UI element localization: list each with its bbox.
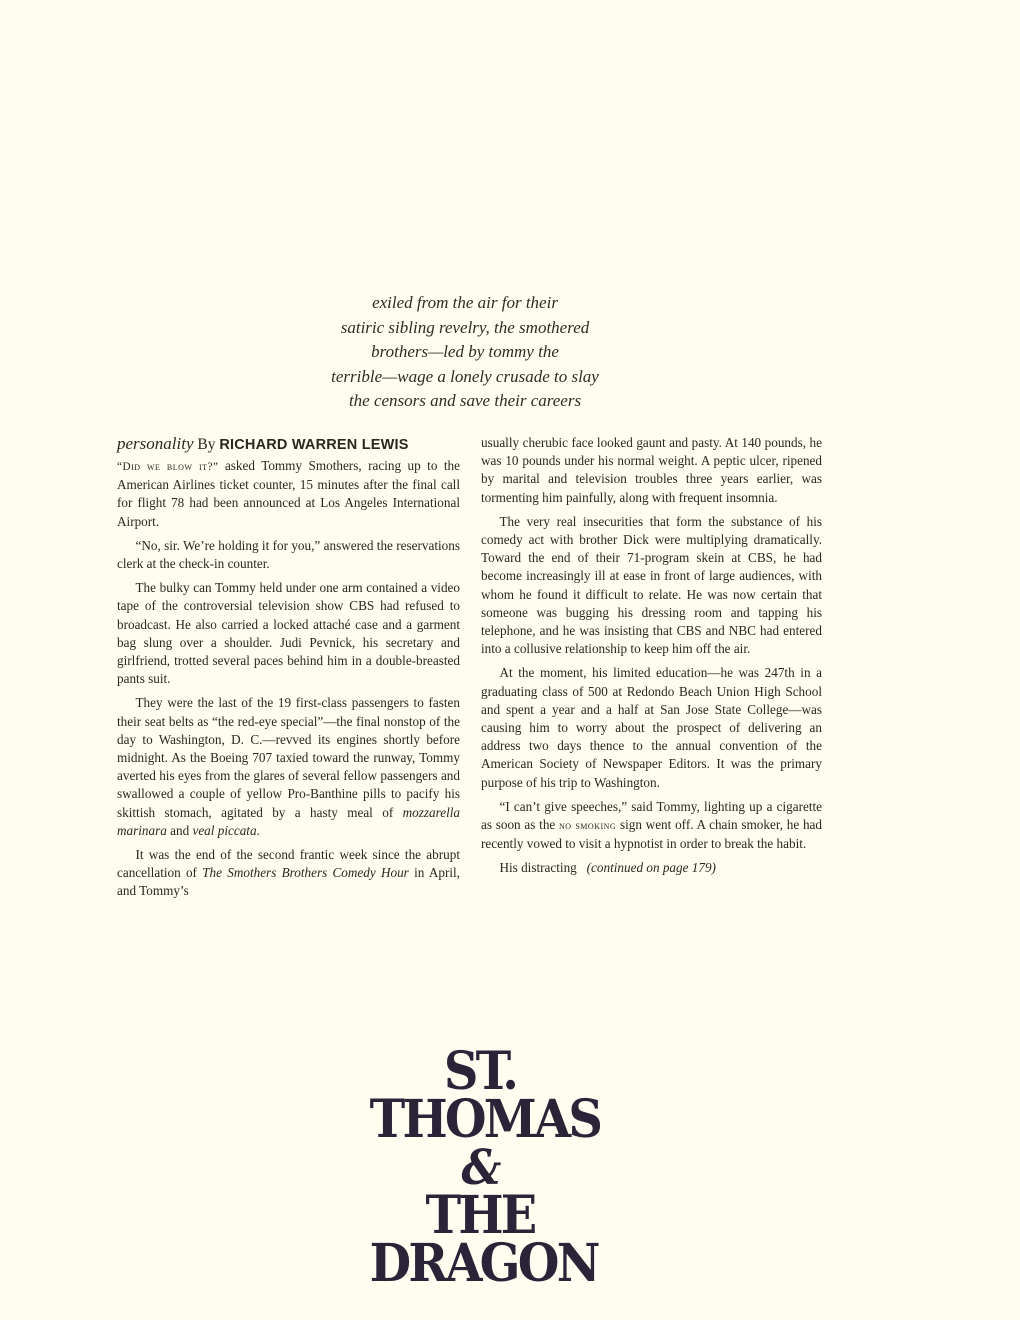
- deck-line-3: brothers—led by tommy the: [371, 342, 559, 361]
- paragraph: The bulky can Tommy held under one arm contained a video tape of the controversial television show CBS had refused to broadcast. He also carried a locked attaché case and a garment bag slung over a shoulder. Judi Pevnick, his secretary and girlfriend, trotted several paces behind him in a double-breasted pants suit.: [117, 580, 460, 687]
- article-deck: [300, 291, 630, 414]
- department-label: personality: [117, 434, 194, 453]
- right-column: [481, 434, 822, 884]
- paragraph-text: His distracting: [499, 860, 577, 876]
- paragraph: “No, sir. We’re holding it for you,” answered the reservations clerk at the check-in counter.: [117, 537, 460, 572]
- lead-in-text: “Did we blow it?”: [117, 461, 219, 473]
- italic-text: veal piccata: [192, 822, 257, 838]
- paragraph: [481, 859, 822, 877]
- paragraph: usually cherubic face looked gaunt and pasty. At 140 pounds, he was 10 pounds under his normal weight. A peptic ulcer, ripened by marital and television troubles three years earlier, was tormenting him painfully, along with frequent insomnia.: [481, 435, 822, 505]
- author-name: RICHARD WARREN LEWIS: [219, 437, 409, 453]
- article-title: [369, 1041, 601, 1294]
- paragraph-text: asked Tommy Smothers, racing up to the American Airlines ticket counter, 15 minutes after the final call for flight 78 had been announced at Los Angeles International Airport.: [117, 458, 461, 529]
- paragraph: [481, 798, 822, 854]
- paragraph-text: .: [256, 822, 260, 838]
- paragraph: [117, 694, 460, 840]
- title-ampersand: &: [461, 1140, 499, 1196]
- continued-note: (continued on page 179): [586, 860, 716, 876]
- deck-line-5: the censors and save their careers: [348, 391, 582, 410]
- deck-line-1: exiled from the air for their: [372, 293, 558, 312]
- title-line-2: THOMAS: [369, 1089, 601, 1150]
- byline-by: By: [197, 436, 216, 453]
- paragraph: At the moment, his limited education—he was 247th in a graduating class of 500 at Redondo Beach Union High School and spent a year and a half at San Jose State College—was causing him to worry about the prospect of delivering an address two days thence to the annual convention of the American Society of Newspaper Editors. It was the primary purpose of his trip to Washington.: [481, 665, 822, 790]
- title-line-3: THE: [425, 1185, 535, 1246]
- title-line-4: DRAGON: [369, 1233, 598, 1294]
- paragraph: [117, 457, 460, 531]
- paragraph-text: It was the end of the second frantic week since the abrupt cancellation of: [117, 847, 460, 881]
- paragraph-text: They were the last of the 19 first-class passengers to fasten their seat belts as “the red-eye special”—the final nonstop of the day to Washington, D. C.—revved its engines shortly before midnight. As the Boeing 707 taxied toward the runway, Tommy averted his eyes from the glares of several fellow passengers and swallowed a couple of yellow Pro-Banthine pills to pacify his skittish stomach, agitated by a hasty meal of: [117, 695, 460, 820]
- left-column: [117, 434, 460, 907]
- small-caps-text: no smoking: [559, 820, 617, 833]
- italic-text: mozzarella marinara: [117, 804, 460, 838]
- deck-line-2: satiric sibling revelry, the smothered: [340, 317, 590, 337]
- byline: [117, 434, 460, 455]
- title-line-1: ST.: [443, 1041, 517, 1102]
- paragraph-text: “I can’t give speeches,” said Tommy, lighting up a cigarette as soon as the: [481, 798, 822, 833]
- show-title-text: The Smothers Brothers Comedy Hour: [202, 865, 409, 881]
- paragraph-text: in April, and Tommy’s: [117, 865, 460, 899]
- deck-line-4: terrible—wage a lonely crusade to slay: [331, 366, 599, 386]
- paragraph-text: and: [166, 822, 193, 838]
- paragraph-text: sign went off. A chain smoker, he had recently vowed to visit a hypnotist in order to break the habit.: [481, 817, 822, 852]
- paragraph: The very real insecurities that form the substance of his comedy act with brother Dick were multiplying dramatically. Toward the end of their 71-program skein at CBS, he had become increasingly ill at ease in front of large audiences, with whom he found it difficult to relate. He was now certain that someone was bugging his dressing room and tapping his telephone, and he was insisting that CBS and NBC had entered into a collusive relationship to keep him off the air.: [481, 513, 822, 657]
- paragraph: [117, 846, 460, 901]
